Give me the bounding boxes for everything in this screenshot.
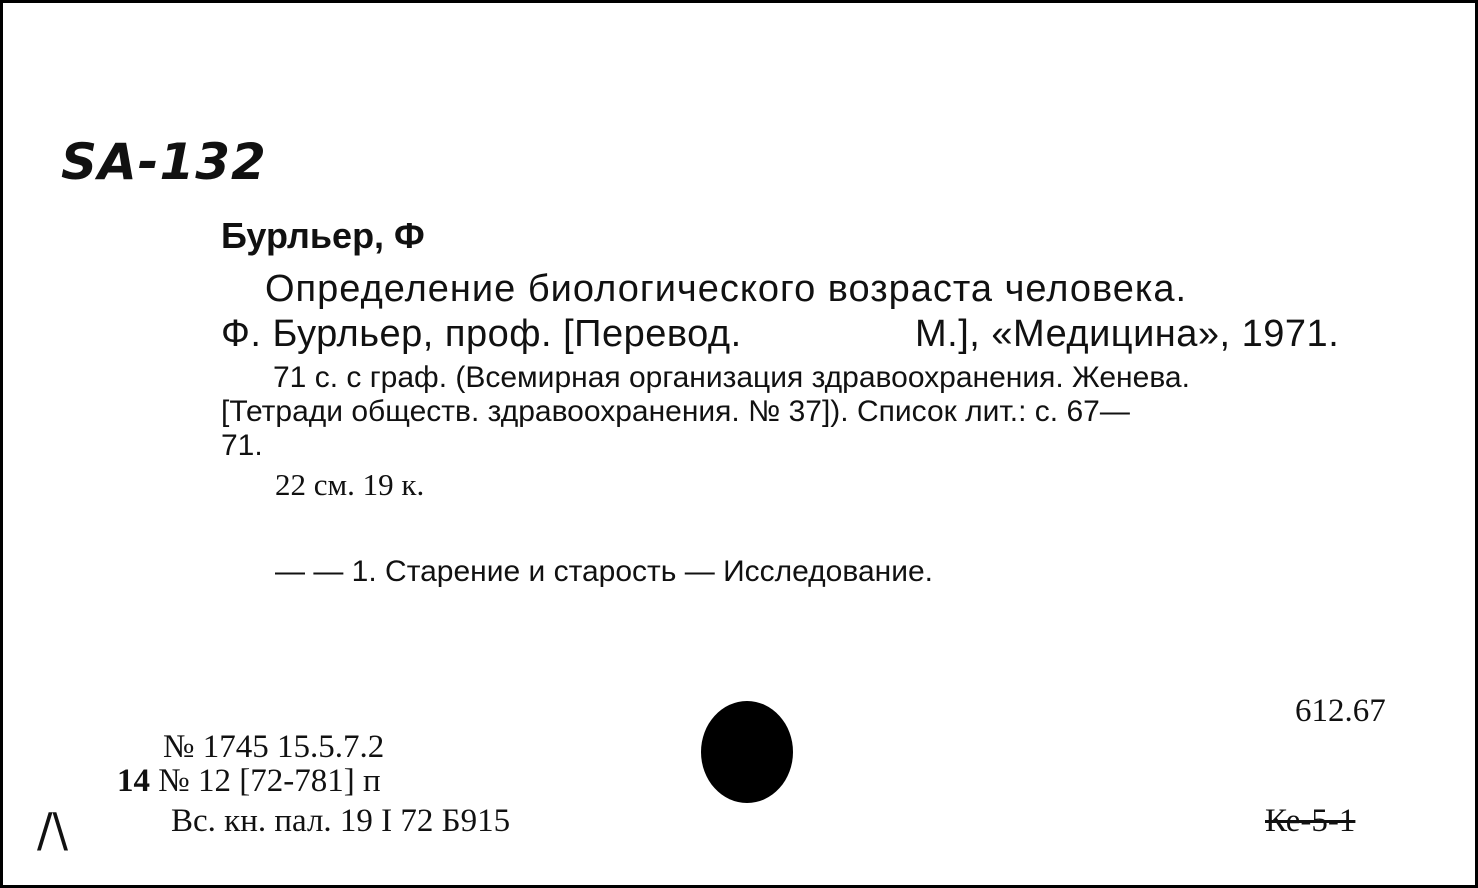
- desc-line-1: 71 с. с граф. (Всемирная организация здравоохранения. Женева.: [273, 361, 1190, 394]
- title-line-2: [221, 313, 1340, 356]
- subject-heading: — — 1. Старение и старость — Исследование.: [275, 555, 933, 588]
- accession-line-3: Вс. кн. пал. 19 I 72 Б915: [171, 803, 511, 839]
- crossed-out-code: Ке-5-1: [1265, 803, 1356, 839]
- title-line-2-part-a: Ф. Бурльер, проф. [Перевод.: [221, 313, 742, 355]
- accession-line-2: [117, 763, 381, 800]
- desc-line-2: [Тетради обществ. здравоохранения. № 37]). Список лит.: с. 67—: [221, 395, 1130, 428]
- classification-number: 612.67: [1295, 693, 1386, 729]
- title-line-1: Определение биологического возраста человека.: [265, 268, 1188, 310]
- accession-line-2-rest: № 12 [72-781] п: [158, 763, 381, 799]
- accession-line-1: № 1745 15.5.7.2: [163, 729, 385, 765]
- punch-hole: [701, 701, 793, 803]
- title-line-2-part-b: М.], «Медицина», 1971.: [915, 313, 1340, 355]
- accession-line-2-number: 14: [117, 763, 150, 799]
- call-number: SA-132: [61, 133, 267, 191]
- author: Бурльер, Ф: [221, 215, 425, 256]
- size-price: 22 см. 19 к.: [275, 467, 425, 502]
- desc-line-3: 71.: [221, 429, 263, 462]
- description: [221, 361, 1396, 463]
- handwritten-mark: /\: [37, 803, 68, 857]
